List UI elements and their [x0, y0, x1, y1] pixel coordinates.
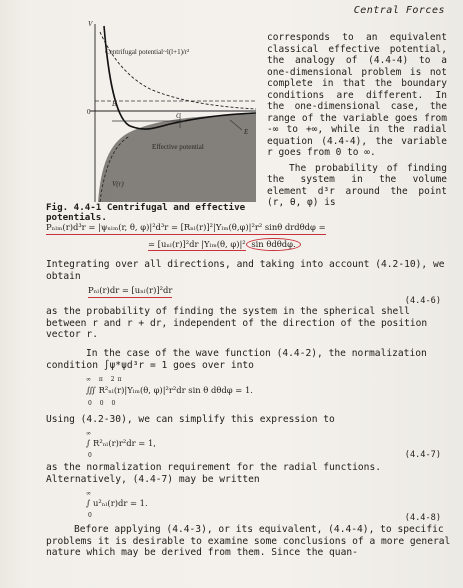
- equation-probability-line2: [148, 238, 301, 251]
- equation-446: Pₙₗ(r)dr = [uₙₗ(r)]²dr: [88, 285, 172, 298]
- label-centrifugal: Centrifugal potential~l(l+1)/r²: [105, 48, 190, 56]
- shaded-region: [98, 114, 256, 202]
- equation-447-number: (4.4-7): [404, 450, 441, 460]
- equation-probability-line2a: = [uₙₗ(r)]²dr |Yₗₘ(θ, φ)|²: [148, 239, 246, 249]
- right-paragraph-2: The probability of finding the system in the volume element d³r around the point (r, θ, φ) is: [267, 162, 447, 208]
- label-b: B: [112, 100, 117, 108]
- using-text: Using (4.2-30), we can simplify this expression to: [46, 414, 335, 425]
- final-paragraph: Before applying (4.4-3), or its equivalent, (4.4-4), to specific problems it is desirable to examine some conclusions of a more general nature which may be derived from them. Since the quan-: [46, 524, 451, 558]
- potential-diagram: [60, 14, 260, 210]
- equation-447-lower-limit: 0: [88, 452, 92, 459]
- figure-caption: Fig. 4.4-1 Centrifugal and effective potentials.: [46, 202, 246, 223]
- centrifugal-curve: [100, 32, 256, 109]
- label-e: E: [244, 128, 249, 136]
- equation-probability-line1: Pₙₗₘ(r)d³r = |ψₙₗₘ(r, θ, φ)|²d³r = [Rₙₗ(r)]²|Yₗₘ(θ,φ)|²r² sinθ drdθdφ =: [46, 222, 326, 235]
- equation-446-number: (4.4-6): [404, 296, 441, 306]
- label-vr: V(r): [112, 180, 124, 188]
- condition-text: condition ∫ψ*ψd³r = 1 goes over into: [46, 360, 254, 371]
- after-446-text: as the probability of finding the system in the spherical shell between r and r + dr, independent of the direction of the position vector r.: [46, 306, 428, 340]
- triple-integral-lower-limits: 0 0 0: [88, 400, 119, 407]
- normalization-text: as the normalization requirement for the radial functions. Alternatively, (4.4-7) may be written: [46, 462, 382, 485]
- equation-probability-line2b: sin θdθdφ.: [246, 238, 300, 251]
- equation-448: ∫ u²ₙₗ(r)dr = 1.: [86, 498, 148, 508]
- wave-function-text: In the case of the wave function (4.4-2), the normalization: [86, 348, 427, 359]
- equation-448-lower-limit: 0: [88, 512, 92, 519]
- equation-447: ∫ R²ₙₗ(r)r²dr = 1,: [86, 438, 156, 448]
- equation-448-number: (4.4-8): [404, 513, 441, 523]
- label-origin: 0: [87, 108, 91, 116]
- potential-figure: [60, 14, 260, 210]
- running-header: Central Forces: [353, 5, 445, 16]
- label-c: C: [176, 112, 181, 120]
- triple-integral-upper-limits: ∞ π 2π: [86, 376, 125, 383]
- right-paragraph-1: corresponds to an equivalent classical effective potential, the analogy of (4.4-4) to a one-dimensional problem is not complete in that the boundary conditions are different. In the one-dimensional case, the range of the variable goes from -∞ to +∞, while in the radial equation (4.4-4), the variable r goes from 0 to ∞.: [267, 32, 447, 158]
- equation-447-upper-limit: ∞: [86, 430, 91, 437]
- right-column-text: [267, 32, 447, 209]
- label-effective: Effective potential: [152, 143, 204, 151]
- triple-integral: ∭ R²ₙₗ(r)|Yₗₘ(θ, φ)|²r²dr sin θ dθdφ = 1.: [86, 385, 253, 395]
- label-v: V: [88, 20, 93, 28]
- integrating-text: Integrating over all directions, and taking into account (4.2-10), we obtain: [46, 259, 445, 282]
- equation-448-upper-limit: ∞: [86, 490, 91, 497]
